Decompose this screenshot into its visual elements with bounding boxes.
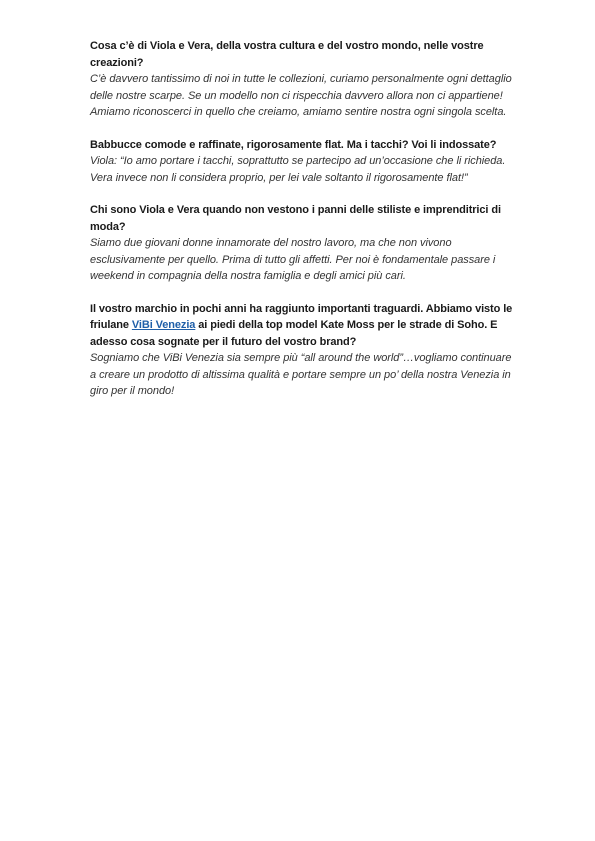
vibi-venezia-link[interactable]: ViBi Venezia bbox=[131, 319, 196, 331]
document-page bbox=[90, 38, 515, 416]
qa-block-2 bbox=[90, 137, 515, 187]
answer: C’è davvero tantissimo di noi in tutte le collezioni, curiamo personalmente ogni dettaglio delle nostre scarpe. Se un modello non ci rispecchia davvero allora non ci appartiene! Amiamo riconoscerci in quello che creiamo, amiamo sentire nostra ogni singola scelta. bbox=[90, 73, 512, 118]
qa-block-3 bbox=[90, 202, 515, 285]
question: Chi sono Viola e Vera quando non vestono i panni delle stiliste e imprenditrici di moda? bbox=[90, 204, 501, 233]
question-text-before: Il vostro marchio in pochi anni ha raggiunto importanti traguardi. Abbiamo visto le friulane bbox=[90, 302, 513, 331]
question bbox=[90, 301, 515, 351]
question-text-after: ai piedi della top model Kate Moss per le strade di Soho. E adesso cosa sognate per il futuro del vostro brand? bbox=[90, 319, 498, 348]
qa-block-4 bbox=[90, 301, 515, 400]
qa-block-1 bbox=[90, 38, 515, 121]
answer: Sogniamo che ViBi Venezia sia sempre più “all around the world”…vogliamo continuare a creare un prodotto di altissima qualità e portare sempre un po’ della nostra Venezia in giro per il mondo! bbox=[90, 352, 512, 397]
question: Cosa c’è di Viola e Vera, della vostra cultura e del vostro mondo, nelle vostre creazioni? bbox=[90, 40, 484, 69]
answer: Siamo due giovani donne innamorate del nostro lavoro, ma che non vivono esclusivamente per quello. Prima di tutto gli affetti. Per noi è fondamentale passare i weekend in compagnia della nostra famiglia e degli amici più cari. bbox=[90, 237, 496, 282]
answer: Viola: “Io amo portare i tacchi, soprattutto se partecipo ad un’occasione che li richieda. Vera invece non li considera proprio, per lei vale soltanto il rigorosamente flat!” bbox=[90, 155, 506, 184]
question: Babbucce comode e raffinate, rigorosamente flat. Ma i tacchi? Voi li indossate? bbox=[90, 138, 497, 151]
